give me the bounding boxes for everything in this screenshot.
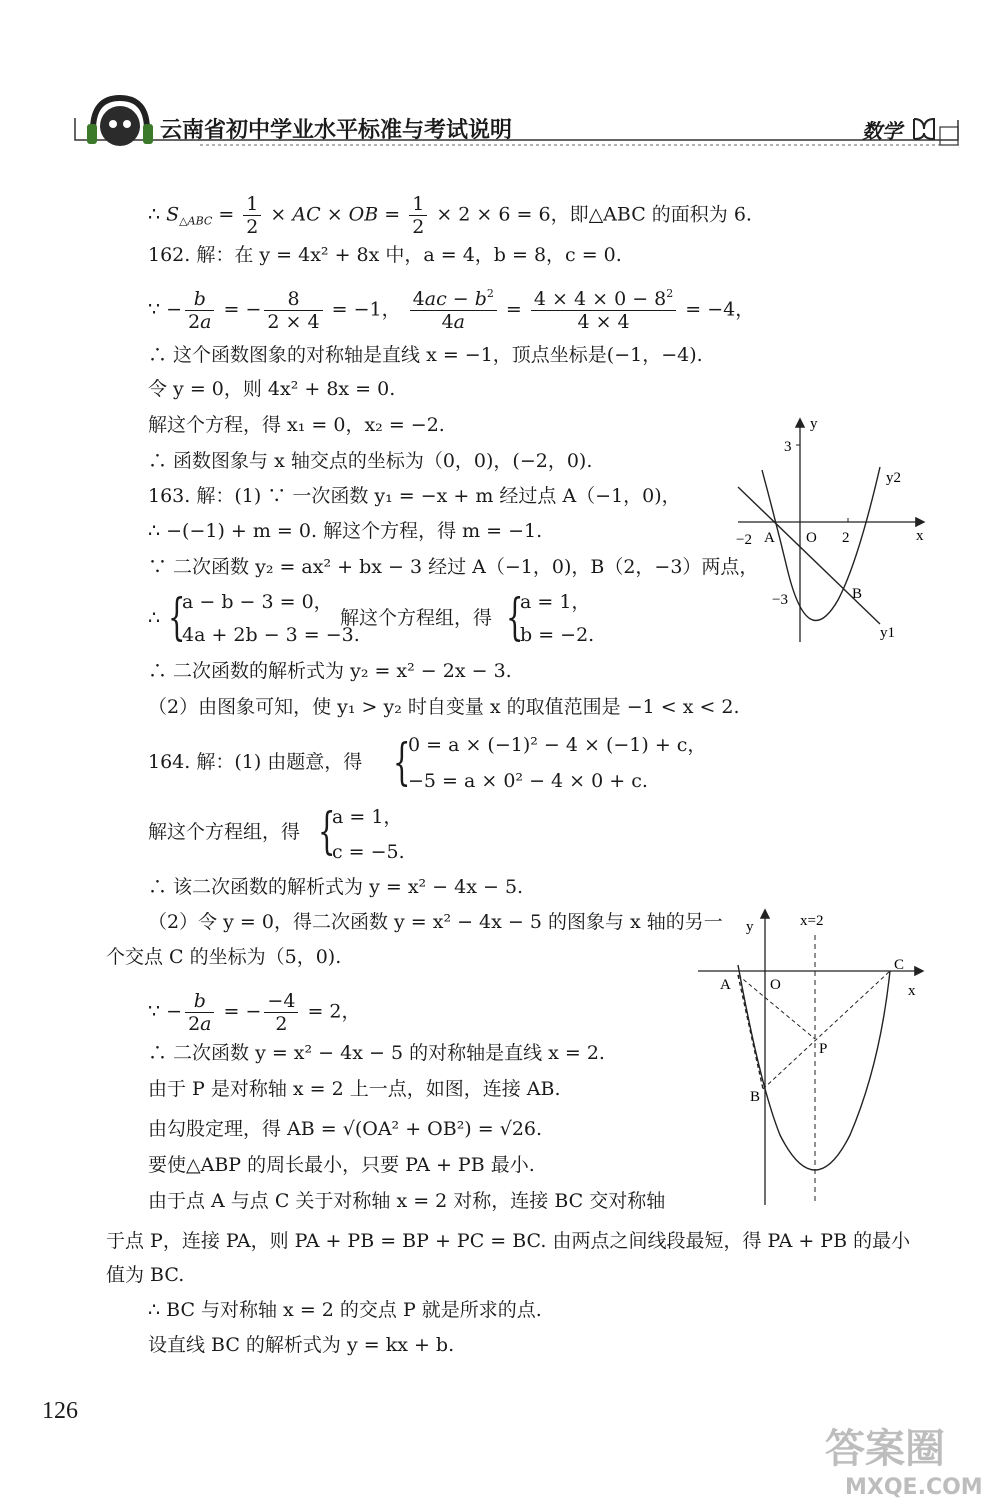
p163-intro: 163. 解：(1) ∵ 一次函数 y₁ = −x + m 经过点 A（−1，0)， [148,485,681,507]
p164-min: 要使△ABP 的周长最小，只要 PA + PB 最小. [148,1154,535,1176]
p163-therefore: ∴ [148,607,161,629]
graph1-tick-neg3: −3 [772,592,788,608]
line-y1 [738,487,880,624]
parabola [738,965,890,1170]
p164-sym: 由于点 A 与点 C 关于对称轴 x = 2 对称，连接 BC 交对称轴 [148,1190,666,1212]
graph1-tick-3: 3 [784,439,792,455]
p163-result: ∴ 二次函数的解析式为 y₂ = x² − 2x − 3. [148,660,512,682]
p164-result: ∴ 该二次函数的解析式为 y = x² − 4x − 5. [148,876,524,898]
graph1-A: A [764,530,775,546]
page-number: 126 [42,1398,78,1424]
p164-sol1: a = 1， [332,806,403,828]
graph2-B: B [750,1089,761,1105]
p164-eq2: −5 = a × 0² − 4 × 0 + c. [408,770,648,792]
p164-P: 由于 P 是对称轴 x = 2 上一点，如图，连接 AB. [148,1078,561,1100]
p163-sol-l2: b = −2. [520,624,595,646]
headphone-logo-icon [85,92,155,152]
graph1-y2-label: y2 [886,470,901,486]
graph1-B: B [852,586,863,602]
brace: { [506,588,524,646]
p162-axis: ∴ 这个函数图象的对称轴是直线 x = −1，顶点坐标是(−1，−4). [148,344,703,366]
brace: { [393,733,411,791]
watermark-text: 答案圈 [825,1426,945,1472]
p163-part2: （2）由图象可知，使 y₁ > y₂ 时自变量 x 的取值范围是 −1 < x < 2. [148,696,740,718]
page-header [0,0,1000,160]
graph1-y1-label: y1 [880,625,895,641]
segment-BC [763,971,890,1089]
brace: { [168,588,186,646]
p164-eq1: 0 = a × (−1)² − 4 × (−1) + c， [408,734,707,756]
p164-sol2: c = −5. [332,841,405,863]
header-subject: 数学 [862,119,902,143]
graph1-tick-2: 2 [842,530,850,546]
p163-quad: ∵ 二次函数 y₂ = ax² + bx − 3 经过 A（−1，0)，B（2，−3）两点， [148,556,759,578]
graph2-P: P [819,1041,828,1057]
book-icon [910,115,938,143]
fraction: $\frac{1}{2}$ [243,193,261,238]
graph1-tick-neg2: −2 [736,532,752,548]
graph2-x-label: x [908,983,916,999]
graph2-A: A [720,977,731,993]
p164-concl: ∴ BC 与对称轴 x = 2 的交点 P 就是所求的点. [148,1299,542,1321]
p163-sol-l1: a = 1， [520,591,591,613]
p164-conn: 于点 P，连接 PA，则 PA + PB = BP + PC = BC. 由两点之间线段最短，得 PA + PB 的最小 [106,1230,911,1252]
p164-val: 值为 BC. [106,1264,185,1286]
p164-axis: ∴ 二次函数 y = x² − 4x − 5 的对称轴是直线 x = 2. [148,1042,605,1064]
p163-sys-l2: 4a + 2b − 3 = −3. [182,624,360,646]
brace: { [318,802,336,860]
p164-axis-calc: ∵ − $\frac{b}{2a}$ = − $\frac{-4}{2}$ = 2， [148,990,361,1035]
p162-solve: 解这个方程，得 x₁ = 0，x₂ = −2. [148,414,445,436]
p164-AB: 由勾股定理，得 AB = √(OA² + OB²) = √26. [148,1118,543,1140]
p163-m: ∴ −(−1) + m = 0. 解这个方程，得 m = −1. [148,520,543,542]
p162-intro: 162. 解：在 y = 4x² + 8x 中，a = 4，b = 8，c = 0. [148,244,622,266]
graph1-y-label: y [810,416,818,432]
graph2-O: O [770,977,781,993]
graph-163 [728,412,938,647]
p162-vertex-calc: ∵ − $\frac{b}{2a}$ = − $\frac{8}{2 \times 4}$ = −1， $\frac{4ac - b^2}{4a}$ = $\frac{4 \times 4 \times 0 - 8^2}{4 \times 4}$ = −4， [148,287,755,333]
graph2-C: C [894,957,905,973]
p164-part2b: 个交点 C 的坐标为（5，0). [106,946,342,968]
graph1-O: O [806,530,817,546]
segment-AB [738,975,763,1089]
watermark-logo [815,1412,995,1500]
graph2-y-label: y [746,919,754,935]
p164-solve: 解这个方程组，得 [148,821,301,843]
area-conclusion: ，即△ABC 的面积为 6. [550,203,752,226]
graph2-axis-label: x=2 [800,913,824,929]
p163-sys-mid: 解这个方程组，得 [340,607,493,629]
p162-intersections: ∴ 函数图象与 x 轴交点的坐标为（0，0)，(−2，0). [148,450,593,472]
p164-part2a: （2）令 y = 0，得二次函数 y = x² − 4x − 5 的图象与 x 轴的另一 [148,911,723,933]
fraction: $\frac{1}{2}$ [409,193,427,238]
p164-line: 设直线 BC 的解析式为 y = kx + b. [148,1334,455,1356]
p163-sys-l1: a − b − 3 = 0， [182,591,333,613]
p162-let: 令 y = 0，则 4x² + 8x = 0. [148,378,396,400]
header-title: 云南省初中学业水平标准与考试说明 [160,118,513,143]
area-result-line: ∴ $S_{\triangle ABC}$ = $\frac{1}{2}$ × AC × OB = $\frac{1}{2}$ × 2 × 6 = 6，即△ABC 的面积为 6. [148,193,752,238]
watermark-url: MXQE.COM [845,1475,983,1500]
p164-intro: 164. 解：(1) 由题意，得 [148,751,363,773]
graph1-x-label: x [916,528,924,544]
graph-164 [690,905,930,1210]
